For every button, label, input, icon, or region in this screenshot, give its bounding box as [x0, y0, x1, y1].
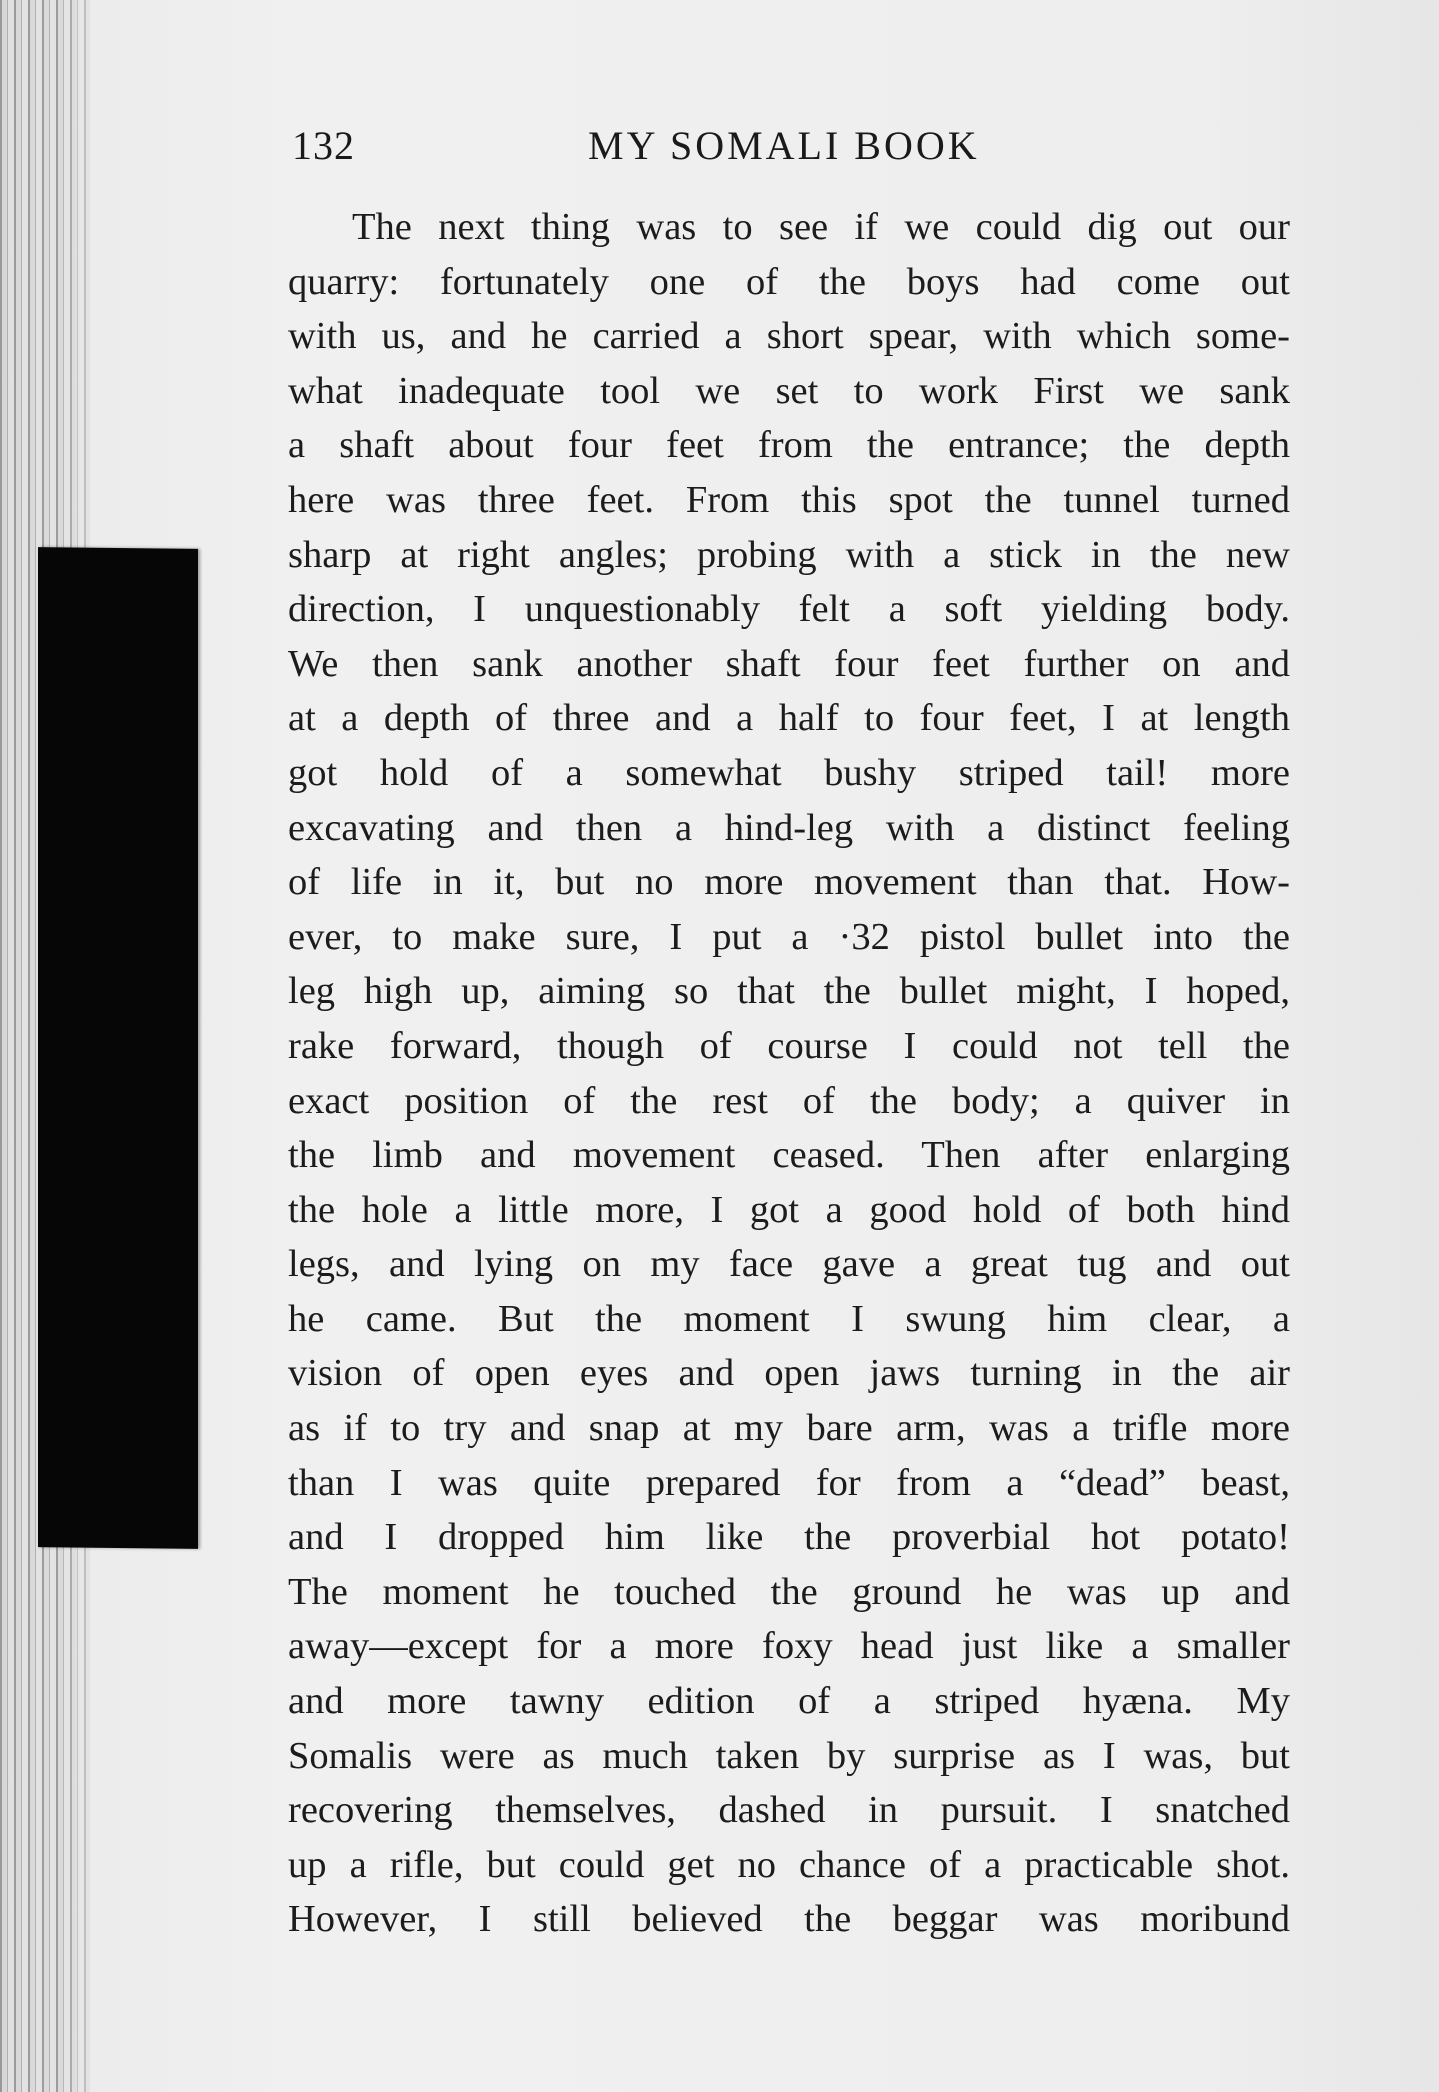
text-line: We then sank another shaft four feet further on and — [288, 642, 1290, 685]
text-line: ever, to make sure, I put a ·32 pistol bullet into the — [288, 915, 1290, 958]
text-line: and more tawny edition of a striped hyæna. My — [288, 1680, 1290, 1723]
text-line: away—except for a more foxy head just like a smaller — [288, 1625, 1290, 1668]
text-line: direction, I unquestionably felt a soft yielding body. — [288, 588, 1290, 631]
text-line: The next thing was to see if we could dig out our — [352, 206, 1290, 248]
text-line: Somalis were as much taken by surprise as I was, but — [288, 1734, 1290, 1777]
text-line: and I dropped him like the proverbial hot potato! — [288, 1516, 1290, 1559]
text-line: with us, and he carried a short spear, with which some- — [288, 315, 1290, 358]
text-line: However, I still believed the beggar was moribund — [288, 1898, 1290, 1941]
text-line: legs, and lying on my face gave a great tug and out — [288, 1243, 1290, 1286]
text-line: here was three feet. From this spot the tunnel turned — [288, 478, 1290, 521]
text-line: than I was quite prepared for from a “dead” beast, — [288, 1461, 1290, 1504]
text-line: leg high up, aiming so that the bullet might, I hoped, — [288, 970, 1290, 1013]
text-line: vision of open eyes and open jaws turning in the air — [288, 1352, 1290, 1395]
bookmark-ribbon — [38, 547, 198, 1549]
text-line: up a rifle, but could get no chance of a practicable shot. — [288, 1843, 1290, 1886]
page-number: 132 — [292, 123, 355, 168]
text-line: got hold of a somewhat bushy striped tail! more — [288, 751, 1290, 794]
text-line: the limb and movement ceased. Then after enlarging — [288, 1134, 1290, 1177]
text-line: excavating and then a hind-leg with a distinct feeling — [288, 806, 1290, 849]
text-line: a shaft about four feet from the entrance; the depth — [288, 424, 1290, 467]
text-line: what inadequate tool we set to work First we sank — [288, 369, 1290, 412]
text-line: the hole a little more, I got a good hold of both hind — [288, 1188, 1290, 1231]
text-line: at a depth of three and a half to four feet, I at length — [288, 697, 1290, 740]
text-line: quarry: fortunately one of the boys had come out — [288, 260, 1290, 303]
page-header — [292, 122, 1292, 182]
text-line: recovering themselves, dashed in pursuit. I snatched — [288, 1789, 1290, 1832]
text-line: of life in it, but no more movement than that. How- — [288, 861, 1290, 904]
running-head: MY SOMALI BOOK — [588, 123, 980, 168]
text-line: he came. But the moment I swung him clear, a — [288, 1297, 1290, 1340]
text-line: The moment he touched the ground he was up and — [288, 1570, 1290, 1613]
text-line: sharp at right angles; probing with a stick in the new — [288, 533, 1290, 576]
text-line: exact position of the rest of the body; a quiver in — [288, 1079, 1290, 1122]
text-line: rake forward, though of course I could not tell the — [288, 1024, 1290, 1067]
text-line: as if to try and snap at my bare arm, was a trifle more — [288, 1407, 1290, 1450]
body-text — [288, 200, 1290, 1947]
